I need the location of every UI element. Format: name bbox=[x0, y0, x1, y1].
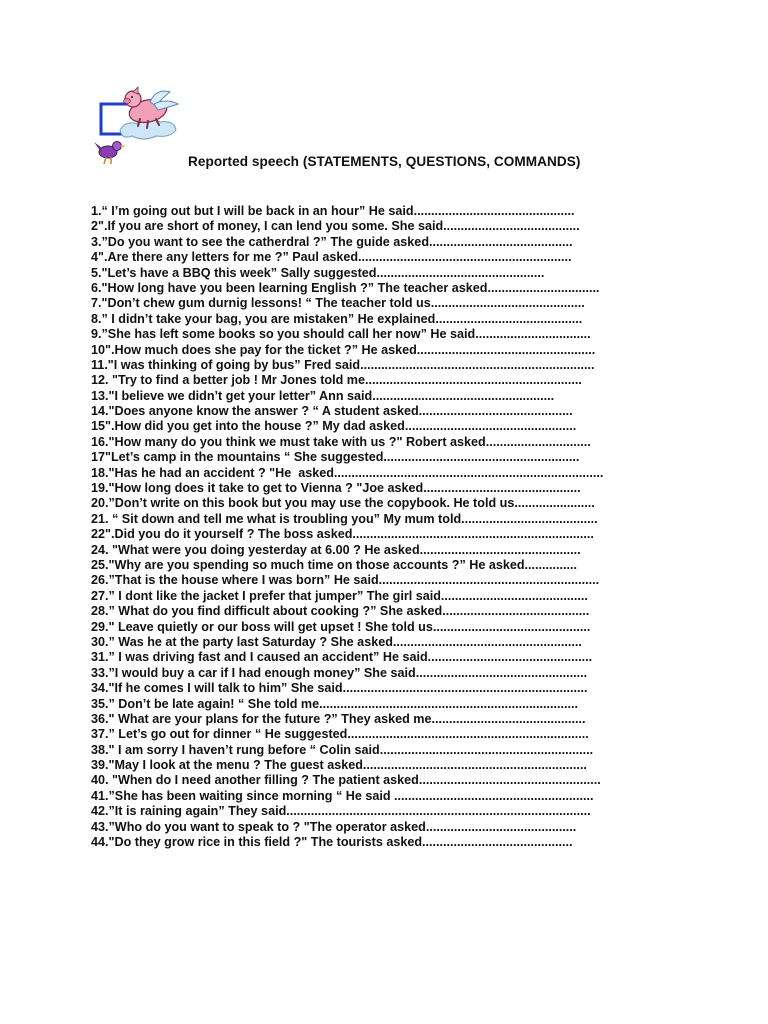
question-item: 15".How did you get into the house ?” My dad asked................................................. bbox=[91, 419, 577, 434]
question-item: 5."Let’s have a BBQ this week” Sally suggested................................................ bbox=[91, 265, 545, 280]
question-item: 4".Are there any letters for me ?” Paul asked............................................................. bbox=[91, 250, 572, 265]
question-item: 22".Did you do it yourself ? The boss asked..................................................................... bbox=[91, 527, 594, 542]
question-item: 7."Don’t chew gum durnig lessons! “ The teacher told us............................................ bbox=[91, 296, 585, 311]
question-item: 20.”Don’t write on this book but you may use the copybook. He told us....................... bbox=[91, 496, 595, 511]
question-item: 3.”Do you want to see the catherdral ?” The guide asked......................................... bbox=[91, 234, 573, 249]
question-item: 42.”It is raining again” They said....................................................................................... bbox=[91, 804, 591, 819]
question-item: 33.”I would buy a car if I had enough money” She said................................................. bbox=[91, 665, 588, 680]
question-item: 41.”She has been waiting since morning “ He said ......................................................... bbox=[91, 788, 594, 803]
question-item: 30.” Was he at the party last Saturday ? She asked...................................................... bbox=[91, 634, 582, 649]
question-item: 36." What are your plans for the future ?” They asked me............................................ bbox=[91, 711, 586, 726]
question-list bbox=[91, 204, 603, 850]
question-item: 25."Why are you spending so much time on those accounts ?” He asked............... bbox=[91, 557, 578, 572]
question-item: 39."May I look at the menu ? The guest asked................................................................ bbox=[91, 758, 587, 773]
question-item: 14."Does anyone know the answer ? “ A student asked............................................ bbox=[91, 404, 573, 419]
question-item: 40. "When do I need another filling ? The patient asked.................................................... bbox=[91, 773, 601, 788]
question-item: 18."Has he had an accident ? "He asked............................................................................. bbox=[91, 465, 604, 480]
question-item: 37.” Let’s go out for dinner “ He suggested..................................................................... bbox=[91, 727, 589, 742]
question-item: 43.”Who do you want to speak to ? "The operator asked........................................... bbox=[91, 819, 577, 834]
question-item: 44."Do they grow rice in this field ?" The tourists asked........................................... bbox=[91, 835, 573, 850]
question-item: 34."If he comes I will talk to him” She said...................................................................... bbox=[91, 681, 588, 696]
question-item: 19."How long does it take to get to Vienna ? "Joe asked............................................. bbox=[91, 481, 581, 496]
question-item: 9.”She has left some books so you should call her now” He said................................. bbox=[91, 327, 591, 342]
question-item: 27.” I dont like the jacket I prefer that jumper” The girl said.......................................... bbox=[91, 588, 588, 603]
flying-pig-and-bird-clipart bbox=[92, 86, 188, 166]
question-item: 12. "Try to find a better job ! Mr Jones told me.............................................................. bbox=[91, 373, 582, 388]
question-item: 2".If you are short of money, I can lend you some. She said....................................... bbox=[91, 219, 580, 234]
question-item: 6."How long have you been learning English ?” The teacher asked................................ bbox=[91, 280, 600, 295]
question-item: 38." I am sorry I haven’t rung before “ Colin said............................................................. bbox=[91, 742, 594, 757]
question-item: 11."I was thinking of going by bus” Fred said................................................................... bbox=[91, 357, 595, 372]
question-item: 24. "What were you doing yesterday at 6.00 ? He asked.............................................. bbox=[91, 542, 581, 557]
question-item: 26.”That is the house where I was born” He said............................................................... bbox=[91, 573, 600, 588]
question-item: 21. “ Sit down and tell me what is troubling you” My mum told....................................... bbox=[91, 511, 598, 526]
question-item: 1.“ I’m going out but I will be back in an hour” He said.............................................. bbox=[91, 204, 575, 218]
question-item: 16."How many do you think we must take with us ?" Robert asked.............................. bbox=[91, 434, 591, 449]
question-item: 8.” I didn’t take your bag, you are mistaken” He explained.......................................... bbox=[91, 311, 583, 326]
question-item: 17"Let’s camp in the mountains “ She suggested........................................................ bbox=[91, 450, 580, 465]
question-item: 31.” I was driving fast and I caused an accident” He said............................................... bbox=[91, 650, 593, 665]
question-item: 13."I believe we didn’t get your letter” Ann said.................................................... bbox=[91, 388, 555, 403]
question-item: 28.” What do you find difficult about cooking ?” She asked.......................................... bbox=[91, 604, 590, 619]
question-item: 35.” Don’t be late again! “ She told me.......................................................................... bbox=[91, 696, 579, 711]
question-item: 29." Leave quietly or our boss will get upset ! She told us............................................. bbox=[91, 619, 591, 634]
question-item: 10".How much does she pay for the ticket ?” He asked................................................... bbox=[91, 342, 596, 357]
page-title: Reported speech (STATEMENTS, QUESTIONS, COMMANDS) bbox=[188, 154, 581, 169]
